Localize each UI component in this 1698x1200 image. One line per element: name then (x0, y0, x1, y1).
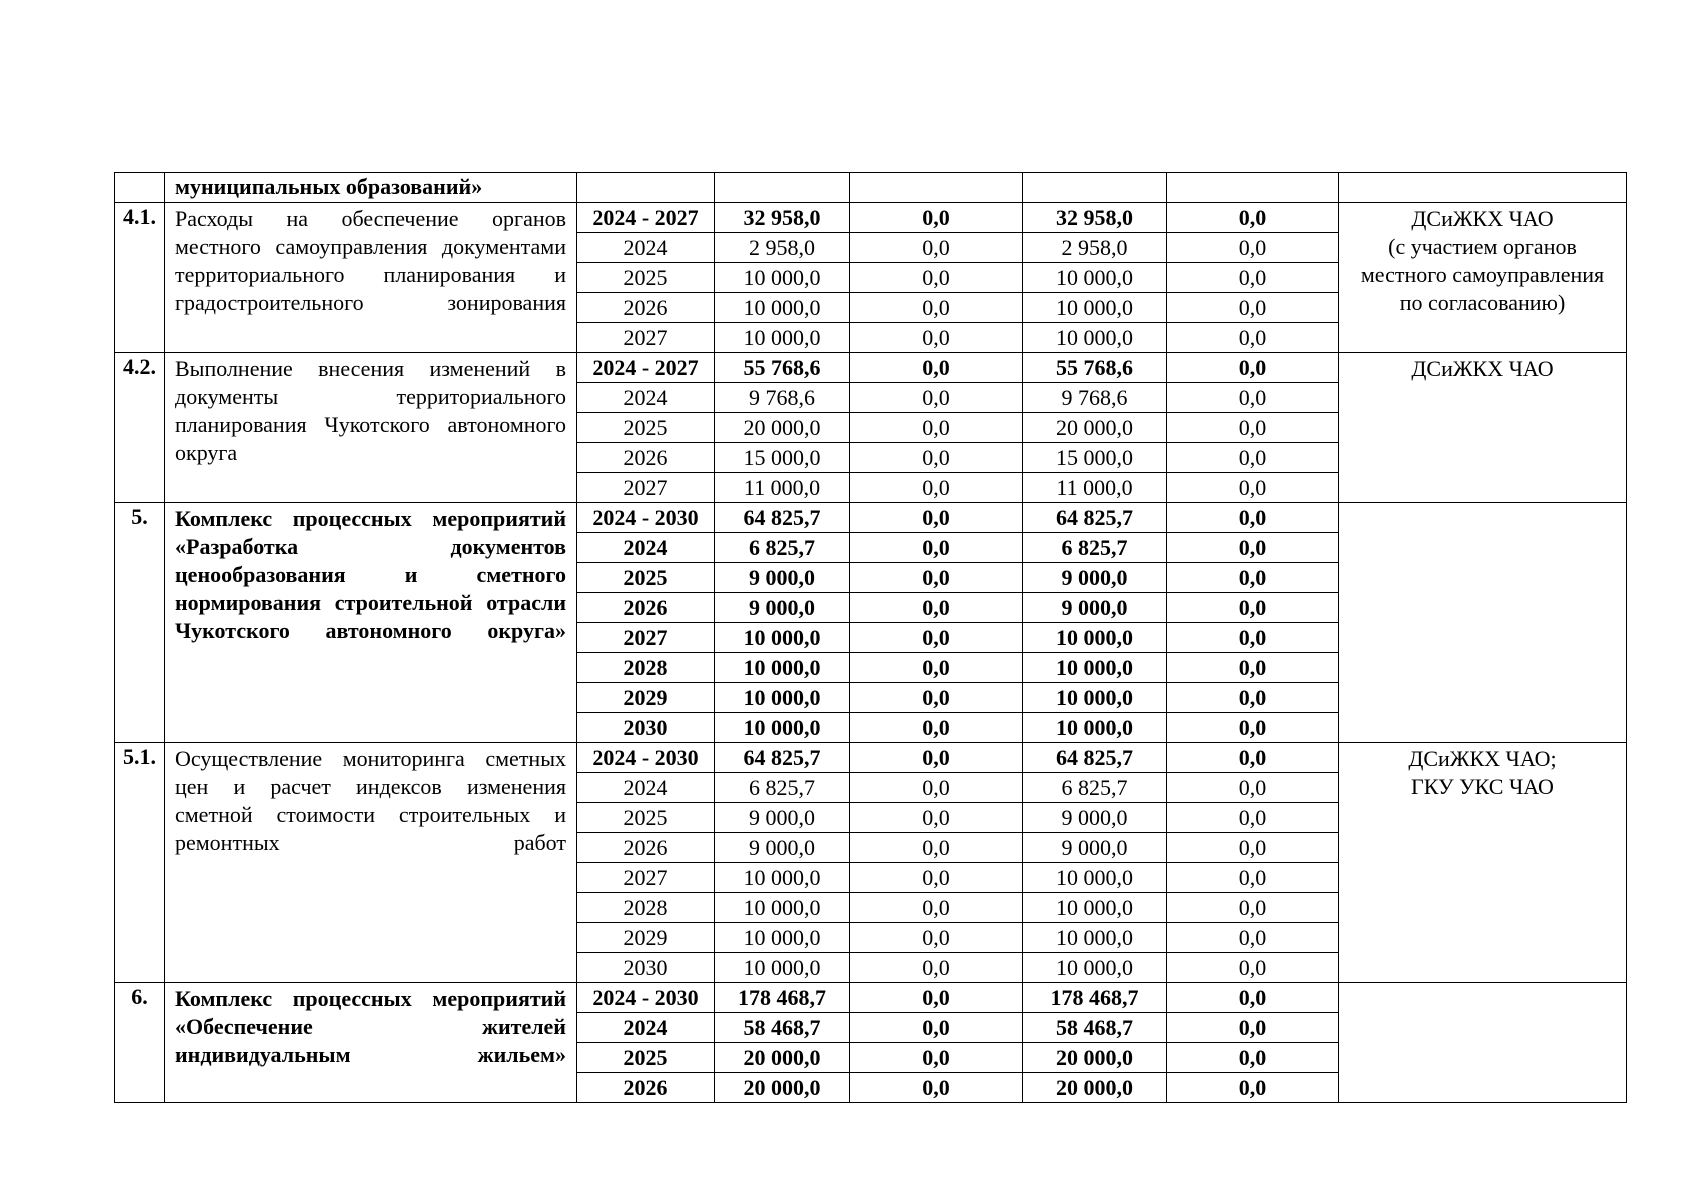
federal-cell: 0,0 (850, 1043, 1023, 1073)
year-cell: 2028 (577, 893, 715, 923)
total-cell: 15 000,0 (715, 443, 850, 473)
section-number-cell: 5. (115, 503, 165, 743)
federal-cell: 0,0 (850, 293, 1023, 323)
other-cell: 0,0 (1167, 443, 1339, 473)
federal-cell: 0,0 (850, 953, 1023, 983)
year-cell: 2028 (577, 653, 715, 683)
budget-table-page (114, 172, 1626, 1103)
other-cell: 0,0 (1167, 653, 1339, 683)
federal-cell: 0,0 (850, 503, 1023, 533)
other-cell: 0,0 (1167, 293, 1339, 323)
executor-cell (1339, 743, 1627, 983)
total-cell: 9 768,6 (715, 383, 850, 413)
other-cell: 0,0 (1167, 623, 1339, 653)
total-cell: 64 825,7 (715, 743, 850, 773)
total-cell: 10 000,0 (715, 653, 850, 683)
federal-cell: 0,0 (850, 263, 1023, 293)
federal-cell: 0,0 (850, 653, 1023, 683)
other-cell: 0,0 (1167, 233, 1339, 263)
total-cell: 9 000,0 (715, 803, 850, 833)
federal-cell: 0,0 (850, 563, 1023, 593)
year-cell: 2025 (577, 803, 715, 833)
total-cell: 10 000,0 (715, 623, 850, 653)
federal-cell: 0,0 (850, 623, 1023, 653)
federal-cell: 0,0 (850, 983, 1023, 1013)
budget-table-body (115, 173, 1627, 1103)
regional-cell: 6 825,7 (1023, 773, 1167, 803)
other-cell: 0,0 (1167, 353, 1339, 383)
section-number-cell: 6. (115, 983, 165, 1103)
year-cell: 2024 - 2030 (577, 503, 715, 533)
year-cell: 2026 (577, 593, 715, 623)
executor-line: ДСиЖКХ ЧАО; (1408, 746, 1557, 771)
regional-cell: 9 768,6 (1023, 383, 1167, 413)
continued-total-cell (715, 173, 850, 203)
other-cell: 0,0 (1167, 803, 1339, 833)
total-cell: 178 468,7 (715, 983, 850, 1013)
other-cell: 0,0 (1167, 683, 1339, 713)
section-name-text: Осуществление мониторинга сметных цен и расчет индексов изменения сметной стоимости строительных и ремонтных работ (175, 746, 566, 856)
federal-cell: 0,0 (850, 773, 1023, 803)
year-cell: 2024 - 2030 (577, 743, 715, 773)
total-cell: 10 000,0 (715, 713, 850, 743)
year-cell: 2025 (577, 413, 715, 443)
regional-cell: 15 000,0 (1023, 443, 1167, 473)
year-cell: 2024 (577, 533, 715, 563)
federal-cell: 0,0 (850, 713, 1023, 743)
federal-cell: 0,0 (850, 413, 1023, 443)
section-name-cell (165, 743, 577, 983)
total-cell: 20 000,0 (715, 1043, 850, 1073)
executor-cell (1339, 203, 1627, 353)
year-cell: 2029 (577, 923, 715, 953)
continued-name-cell: муниципальных образований» (165, 173, 577, 203)
regional-cell: 9 000,0 (1023, 803, 1167, 833)
executor-line: местного самоуправления (1360, 262, 1605, 287)
total-cell: 55 768,6 (715, 353, 850, 383)
total-cell: 10 000,0 (715, 923, 850, 953)
continued-other-cell (1167, 173, 1339, 203)
other-cell: 0,0 (1167, 983, 1339, 1013)
total-cell: 10 000,0 (715, 863, 850, 893)
budget-table (114, 172, 1627, 1103)
total-cell: 10 000,0 (715, 323, 850, 353)
total-cell: 20 000,0 (715, 1073, 850, 1103)
federal-cell: 0,0 (850, 233, 1023, 263)
federal-cell: 0,0 (850, 803, 1023, 833)
section-name-text: Выполнение внесения изменений в документы территориального планирования Чукотского автономного округа (175, 356, 566, 466)
federal-cell: 0,0 (850, 1073, 1023, 1103)
table-row (115, 503, 1627, 533)
continued-index-cell (115, 173, 165, 203)
other-cell: 0,0 (1167, 1013, 1339, 1043)
section-number-cell: 4.1. (115, 203, 165, 353)
regional-cell: 178 468,7 (1023, 983, 1167, 1013)
year-cell: 2027 (577, 863, 715, 893)
year-cell: 2029 (577, 683, 715, 713)
year-cell: 2027 (577, 473, 715, 503)
total-cell: 64 825,7 (715, 503, 850, 533)
other-cell: 0,0 (1167, 593, 1339, 623)
year-cell: 2025 (577, 1043, 715, 1073)
other-cell: 0,0 (1167, 1043, 1339, 1073)
regional-cell: 20 000,0 (1023, 413, 1167, 443)
other-cell: 0,0 (1167, 923, 1339, 953)
year-cell: 2026 (577, 1073, 715, 1103)
total-cell: 6 825,7 (715, 773, 850, 803)
table-row (115, 743, 1627, 773)
year-cell: 2024 - 2027 (577, 353, 715, 383)
executor-line: (с участием органов (1388, 234, 1577, 259)
executor-line: ГКУ УКС ЧАО (1411, 774, 1554, 799)
section-name-cell (165, 983, 577, 1103)
year-cell: 2025 (577, 263, 715, 293)
year-cell: 2024 (577, 233, 715, 263)
regional-cell: 20 000,0 (1023, 1073, 1167, 1103)
regional-cell: 9 000,0 (1023, 833, 1167, 863)
regional-cell: 2 958,0 (1023, 233, 1167, 263)
continued-federal-cell (850, 173, 1023, 203)
federal-cell: 0,0 (850, 683, 1023, 713)
regional-cell: 10 000,0 (1023, 863, 1167, 893)
regional-cell: 6 825,7 (1023, 533, 1167, 563)
section-name-text: Комплекс процессных мероприятий «Разработка документов ценообразования и сметного нормирования строительной отрасли Чукотского автономного округа» (175, 506, 566, 644)
total-cell: 58 468,7 (715, 1013, 850, 1043)
executor-cell: ДСиЖКХ ЧАО (1339, 353, 1627, 503)
total-cell: 9 000,0 (715, 563, 850, 593)
other-cell: 0,0 (1167, 263, 1339, 293)
total-cell: 6 825,7 (715, 533, 850, 563)
federal-cell: 0,0 (850, 473, 1023, 503)
section-name-cell (165, 353, 577, 503)
other-cell: 0,0 (1167, 503, 1339, 533)
other-cell: 0,0 (1167, 533, 1339, 563)
regional-cell: 10 000,0 (1023, 893, 1167, 923)
continued-regional-cell (1023, 173, 1167, 203)
section-number-cell: 5.1. (115, 743, 165, 983)
other-cell: 0,0 (1167, 203, 1339, 233)
regional-cell: 20 000,0 (1023, 1043, 1167, 1073)
regional-cell: 9 000,0 (1023, 593, 1167, 623)
total-cell: 10 000,0 (715, 893, 850, 923)
year-cell: 2024 (577, 1013, 715, 1043)
executor-line: ДСиЖКХ ЧАО (1411, 206, 1554, 231)
executor-cell (1339, 503, 1627, 743)
other-cell: 0,0 (1167, 773, 1339, 803)
regional-cell: 55 768,6 (1023, 353, 1167, 383)
federal-cell: 0,0 (850, 833, 1023, 863)
section-name-text: Комплекс процессных мероприятий «Обеспечение жителей индивидуальным жильем» (175, 986, 566, 1068)
regional-cell: 10 000,0 (1023, 293, 1167, 323)
other-cell: 0,0 (1167, 563, 1339, 593)
federal-cell: 0,0 (850, 353, 1023, 383)
federal-cell: 0,0 (850, 533, 1023, 563)
regional-cell: 10 000,0 (1023, 623, 1167, 653)
federal-cell: 0,0 (850, 323, 1023, 353)
total-cell: 10 000,0 (715, 683, 850, 713)
section-name-cell (165, 503, 577, 743)
year-cell: 2025 (577, 563, 715, 593)
section-name-text: Расходы на обеспечение органов местного самоуправления документами территориального планирования и градостроительного зонирования (175, 206, 566, 316)
federal-cell: 0,0 (850, 203, 1023, 233)
continued-year-cell (577, 173, 715, 203)
other-cell: 0,0 (1167, 743, 1339, 773)
year-cell: 2024 - 2027 (577, 203, 715, 233)
other-cell: 0,0 (1167, 473, 1339, 503)
other-cell: 0,0 (1167, 863, 1339, 893)
regional-cell: 64 825,7 (1023, 503, 1167, 533)
table-row (115, 983, 1627, 1013)
table-row (115, 203, 1627, 233)
total-cell: 2 958,0 (715, 233, 850, 263)
federal-cell: 0,0 (850, 743, 1023, 773)
table-row (115, 353, 1627, 383)
federal-cell: 0,0 (850, 1013, 1023, 1043)
total-cell: 10 000,0 (715, 263, 850, 293)
other-cell: 0,0 (1167, 413, 1339, 443)
regional-cell: 32 958,0 (1023, 203, 1167, 233)
other-cell: 0,0 (1167, 323, 1339, 353)
year-cell: 2026 (577, 443, 715, 473)
other-cell: 0,0 (1167, 833, 1339, 863)
other-cell: 0,0 (1167, 893, 1339, 923)
federal-cell: 0,0 (850, 383, 1023, 413)
section-name-cell (165, 203, 577, 353)
total-cell: 10 000,0 (715, 293, 850, 323)
year-cell: 2026 (577, 833, 715, 863)
section-number-cell: 4.2. (115, 353, 165, 503)
year-cell: 2027 (577, 323, 715, 353)
continued-row (115, 173, 1627, 203)
regional-cell: 10 000,0 (1023, 263, 1167, 293)
total-cell: 9 000,0 (715, 833, 850, 863)
federal-cell: 0,0 (850, 443, 1023, 473)
regional-cell: 10 000,0 (1023, 683, 1167, 713)
regional-cell: 10 000,0 (1023, 923, 1167, 953)
total-cell: 11 000,0 (715, 473, 850, 503)
regional-cell: 9 000,0 (1023, 563, 1167, 593)
total-cell: 10 000,0 (715, 953, 850, 983)
year-cell: 2024 (577, 773, 715, 803)
executor-cell (1339, 983, 1627, 1103)
federal-cell: 0,0 (850, 863, 1023, 893)
regional-cell: 10 000,0 (1023, 653, 1167, 683)
year-cell: 2030 (577, 713, 715, 743)
other-cell: 0,0 (1167, 713, 1339, 743)
year-cell: 2027 (577, 623, 715, 653)
federal-cell: 0,0 (850, 893, 1023, 923)
total-cell: 9 000,0 (715, 593, 850, 623)
other-cell: 0,0 (1167, 1073, 1339, 1103)
regional-cell: 10 000,0 (1023, 953, 1167, 983)
other-cell: 0,0 (1167, 383, 1339, 413)
regional-cell: 58 468,7 (1023, 1013, 1167, 1043)
total-cell: 20 000,0 (715, 413, 850, 443)
executor-line: по согласованию) (1399, 290, 1566, 315)
federal-cell: 0,0 (850, 923, 1023, 953)
regional-cell: 10 000,0 (1023, 713, 1167, 743)
other-cell: 0,0 (1167, 953, 1339, 983)
regional-cell: 64 825,7 (1023, 743, 1167, 773)
regional-cell: 11 000,0 (1023, 473, 1167, 503)
year-cell: 2026 (577, 293, 715, 323)
continued-executor-cell (1339, 173, 1627, 203)
year-cell: 2024 - 2030 (577, 983, 715, 1013)
year-cell: 2024 (577, 383, 715, 413)
total-cell: 32 958,0 (715, 203, 850, 233)
year-cell: 2030 (577, 953, 715, 983)
federal-cell: 0,0 (850, 593, 1023, 623)
regional-cell: 10 000,0 (1023, 323, 1167, 353)
